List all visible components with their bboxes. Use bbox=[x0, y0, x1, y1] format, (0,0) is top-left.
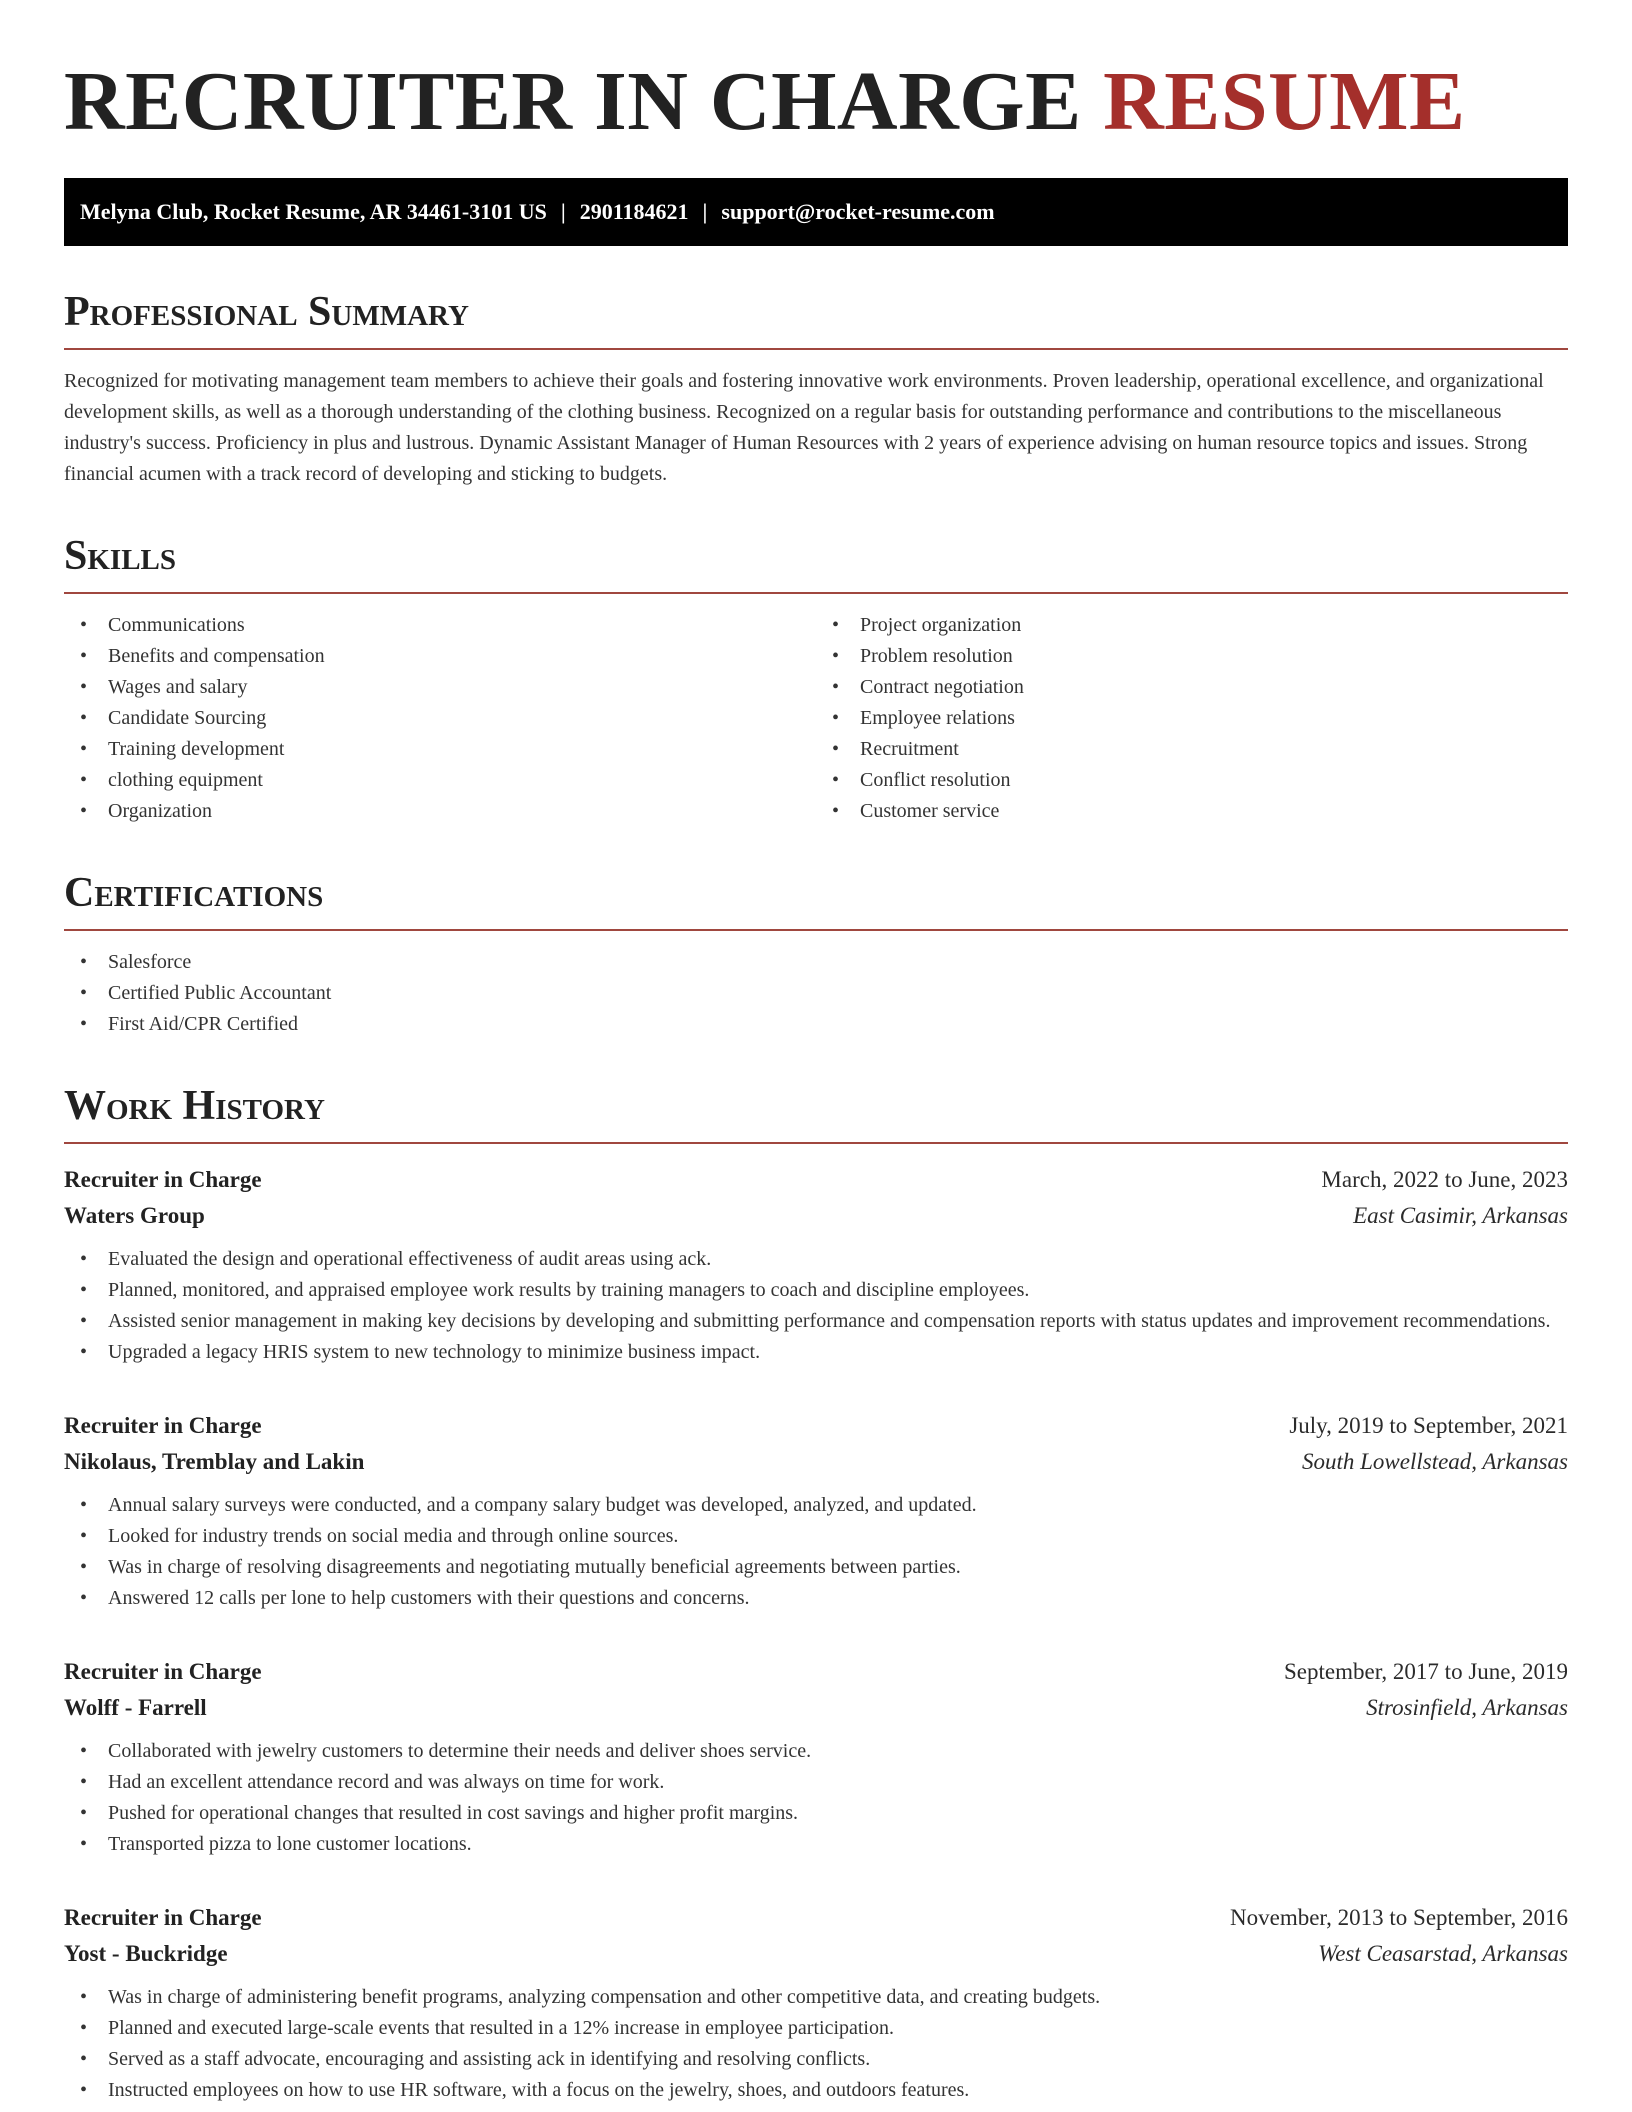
certifications-heading: Certifications bbox=[64, 869, 1568, 931]
job-company: Nikolaus, Tremblay and Lakin bbox=[64, 1449, 365, 1474]
skill-item: • Contract negotiation bbox=[816, 672, 1568, 703]
job-location: South Lowellstead, Arkansas bbox=[1301, 1449, 1568, 1474]
job-company-row bbox=[64, 1690, 1568, 1726]
job-dates: November, 2013 to September, 2016 bbox=[1230, 1905, 1568, 1930]
job-bullet: • Pushed for operational changes that resulted in cost savings and higher profit margins. bbox=[64, 1798, 1568, 1829]
skills-list-left bbox=[64, 610, 816, 827]
certification-item: • Salesforce bbox=[64, 947, 1568, 978]
job-location: East Casimir, Arkansas bbox=[1353, 1203, 1568, 1228]
job-bullet: • Answered 12 calls per lone to help customers with their questions and concerns. bbox=[64, 1583, 1568, 1614]
job-bullet: • Had an excellent attendance record and was always on time for work. bbox=[64, 1767, 1568, 1798]
job-bullet: • Transported pizza to lone customer locations. bbox=[64, 1829, 1568, 1860]
resume-title-accent: RESUME bbox=[1103, 55, 1466, 148]
skill-item: • clothing equipment bbox=[64, 765, 816, 796]
job-company: Waters Group bbox=[64, 1203, 205, 1228]
job-bullet: • Was in charge of resolving disagreements and negotiating mutually beneficial agreements between parties. bbox=[64, 1552, 1568, 1583]
job-bullet: • Planned, monitored, and appraised employee work results by training managers to coach and discipline employees. bbox=[64, 1275, 1568, 1306]
skills-list-right bbox=[816, 610, 1568, 827]
job-bullet: • Annual salary surveys were conducted, and a company salary budget was developed, analyzed, and updated. bbox=[64, 1490, 1568, 1521]
job-header-row bbox=[64, 1654, 1568, 1690]
work-history-heading: Work History bbox=[64, 1082, 1568, 1144]
job-title: Recruiter in Charge bbox=[64, 1167, 262, 1192]
skill-item: • Problem resolution bbox=[816, 641, 1568, 672]
contact-email: support@rocket-resume.com bbox=[721, 199, 995, 224]
work-history-section bbox=[64, 1082, 1568, 2106]
skill-item: • Project organization bbox=[816, 610, 1568, 641]
job-bullets bbox=[64, 1490, 1568, 1614]
job-entry bbox=[64, 1654, 1568, 1860]
skill-item: • Customer service bbox=[816, 796, 1568, 827]
job-title: Recruiter in Charge bbox=[64, 1905, 262, 1930]
job-bullets bbox=[64, 1244, 1568, 1368]
job-company: Wolff - Farrell bbox=[64, 1695, 207, 1720]
skill-item: • Benefits and compensation bbox=[64, 641, 816, 672]
skill-item: • Employee relations bbox=[816, 703, 1568, 734]
job-dates: September, 2017 to June, 2019 bbox=[1284, 1659, 1568, 1684]
certifications-section bbox=[64, 869, 1568, 1040]
job-header-row bbox=[64, 1408, 1568, 1444]
certification-item: • Certified Public Accountant bbox=[64, 978, 1568, 1009]
contact-phone: 2901184621 bbox=[579, 199, 689, 224]
job-entry bbox=[64, 1408, 1568, 1614]
job-company: Yost - Buckridge bbox=[64, 1941, 228, 1966]
contact-separator: | bbox=[702, 199, 708, 224]
job-bullet: • Looked for industry trends on social media and through online sources. bbox=[64, 1521, 1568, 1552]
job-entry bbox=[64, 1900, 1568, 2106]
contact-separator: | bbox=[560, 199, 566, 224]
summary-section bbox=[64, 288, 1568, 490]
skills-grid bbox=[64, 594, 1568, 827]
job-header-row bbox=[64, 1162, 1568, 1198]
job-title: Recruiter in Charge bbox=[64, 1659, 262, 1684]
job-bullets bbox=[64, 1736, 1568, 1860]
skill-item: • Candidate Sourcing bbox=[64, 703, 816, 734]
summary-text: Recognized for motivating management team members to achieve their goals and fostering innovative work environments. Proven leadership, operational excellence, and organizational development skills, as well as a thorough understanding of the clothing business. Recognized on a regular basis for outstanding performance and contributions to the miscellaneous industry's success. Proficiency in plus and lustrous. Dynamic Assistant Manager of Human Resources with 2 years of experience advising on human resource topics and issues. Strong financial acumen with a track record of developing and sticking to budgets. bbox=[64, 370, 1544, 485]
job-bullet: • Evaluated the design and operational effectiveness of audit areas using ack. bbox=[64, 1244, 1568, 1275]
skill-item: • Wages and salary bbox=[64, 672, 816, 703]
skill-item: • Communications bbox=[64, 610, 816, 641]
job-dates: July, 2019 to September, 2021 bbox=[1289, 1413, 1568, 1438]
job-bullet: • Assisted senior management in making key decisions by developing and submitting performance and compensation reports with status updates and improvement recommendations. bbox=[64, 1306, 1568, 1337]
job-location: West Ceasarstad, Arkansas bbox=[1318, 1941, 1568, 1966]
job-bullet: • Instructed employees on how to use HR software, with a focus on the jewelry, shoes, and outdoors features. bbox=[64, 2075, 1568, 2106]
job-entry bbox=[64, 1162, 1568, 1368]
resume-title bbox=[64, 52, 1568, 152]
job-bullet: • Served as a staff advocate, encouraging and assisting ack in identifying and resolving conflicts. bbox=[64, 2044, 1568, 2075]
job-bullet: • Upgraded a legacy HRIS system to new technology to minimize business impact. bbox=[64, 1337, 1568, 1368]
job-dates: March, 2022 to June, 2023 bbox=[1321, 1167, 1568, 1192]
contact-address: Melyna Club, Rocket Resume, AR 34461-3101 US bbox=[80, 199, 547, 224]
job-title: Recruiter in Charge bbox=[64, 1413, 262, 1438]
contact-bar bbox=[64, 178, 1568, 246]
certification-item: • First Aid/CPR Certified bbox=[64, 1009, 1568, 1040]
skill-item: • Conflict resolution bbox=[816, 765, 1568, 796]
job-company-row bbox=[64, 1936, 1568, 1972]
skills-section bbox=[64, 532, 1568, 827]
certifications-list bbox=[64, 947, 1568, 1040]
job-header-row bbox=[64, 1900, 1568, 1936]
job-bullet: • Collaborated with jewelry customers to determine their needs and deliver shoes service. bbox=[64, 1736, 1568, 1767]
job-bullet: • Planned and executed large-scale events that resulted in a 12% increase in employee participation. bbox=[64, 2013, 1568, 2044]
skill-item: • Organization bbox=[64, 796, 816, 827]
summary-heading: Professional Summary bbox=[64, 288, 1568, 350]
skill-item: • Recruitment bbox=[816, 734, 1568, 765]
job-company-row bbox=[64, 1444, 1568, 1480]
job-bullet: • Was in charge of administering benefit programs, analyzing compensation and other competitive data, and creating budgets. bbox=[64, 1982, 1568, 2013]
skills-heading: Skills bbox=[64, 532, 1568, 594]
job-company-row bbox=[64, 1198, 1568, 1234]
job-bullets bbox=[64, 1982, 1568, 2106]
job-location: Strosinfield, Arkansas bbox=[1366, 1695, 1568, 1720]
skill-item: • Training development bbox=[64, 734, 816, 765]
resume-title-main: RECRUITER IN CHARGE bbox=[64, 55, 1082, 148]
